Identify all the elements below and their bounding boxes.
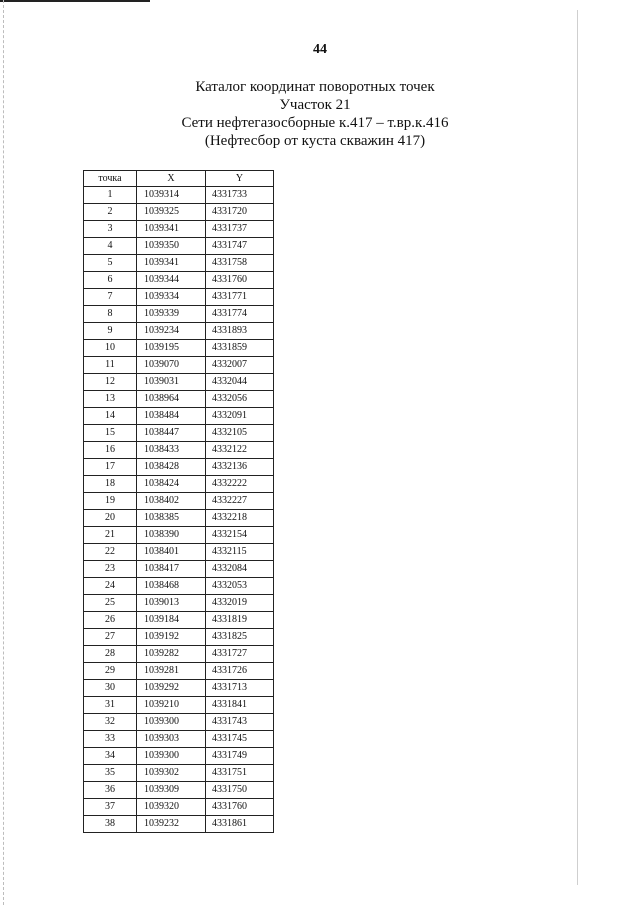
column-header-point: точка [84, 171, 137, 187]
cell-x: 1039320 [137, 799, 206, 816]
table-row [84, 663, 274, 680]
cell-y: 4332122 [206, 442, 274, 459]
cell-x: 1039013 [137, 595, 206, 612]
right-scan-edge [577, 10, 578, 885]
cell-point: 11 [84, 357, 137, 374]
top-edge-rule [0, 0, 150, 2]
cell-y: 4331760 [206, 272, 274, 289]
column-header-y: Y [206, 171, 274, 187]
cell-y: 4331825 [206, 629, 274, 646]
table-row [84, 680, 274, 697]
table-row [84, 425, 274, 442]
cell-y: 4332019 [206, 595, 274, 612]
heading-line-section: Участок 21 [279, 97, 351, 113]
table-row [84, 544, 274, 561]
cell-y: 4332044 [206, 374, 274, 391]
table-row [84, 714, 274, 731]
cell-point: 6 [84, 272, 137, 289]
table-row [84, 782, 274, 799]
cell-point: 19 [84, 493, 137, 510]
table-row [84, 493, 274, 510]
cell-y: 4331861 [206, 816, 274, 833]
cell-y: 4332115 [206, 544, 274, 561]
cell-point: 18 [84, 476, 137, 493]
table-row [84, 442, 274, 459]
cell-point: 14 [84, 408, 137, 425]
cell-point: 34 [84, 748, 137, 765]
cell-point: 13 [84, 391, 137, 408]
cell-point: 37 [84, 799, 137, 816]
table-row [84, 306, 274, 323]
cell-point: 20 [84, 510, 137, 527]
table-row [84, 323, 274, 340]
cell-y: 4331727 [206, 646, 274, 663]
cell-point: 5 [84, 255, 137, 272]
table-row [84, 408, 274, 425]
cell-point: 3 [84, 221, 137, 238]
cell-x: 1039300 [137, 714, 206, 731]
table-row [84, 357, 274, 374]
cell-x: 1039070 [137, 357, 206, 374]
cell-point: 22 [84, 544, 137, 561]
cell-y: 4331774 [206, 306, 274, 323]
cell-point: 17 [84, 459, 137, 476]
page-number: 44 [313, 42, 327, 57]
cell-y: 4331760 [206, 799, 274, 816]
heading-line-network: Сети нефтегазосборные к.417 – т.вр.к.416 [181, 115, 449, 131]
cell-x: 1039292 [137, 680, 206, 697]
cell-point: 36 [84, 782, 137, 799]
cell-x: 1039232 [137, 816, 206, 833]
cell-point: 9 [84, 323, 137, 340]
cell-point: 12 [84, 374, 137, 391]
table-row [84, 561, 274, 578]
cell-y: 4332105 [206, 425, 274, 442]
cell-point: 10 [84, 340, 137, 357]
table-row [84, 510, 274, 527]
cell-y: 4332154 [206, 527, 274, 544]
cell-y: 4332056 [206, 391, 274, 408]
cell-point: 31 [84, 697, 137, 714]
cell-y: 4331726 [206, 663, 274, 680]
cell-x: 1038402 [137, 493, 206, 510]
cell-x: 1039309 [137, 782, 206, 799]
table-row [84, 272, 274, 289]
cell-x: 1039282 [137, 646, 206, 663]
cell-y: 4331758 [206, 255, 274, 272]
table-row [84, 289, 274, 306]
cell-x: 1038428 [137, 459, 206, 476]
cell-point: 23 [84, 561, 137, 578]
cell-point: 33 [84, 731, 137, 748]
cell-x: 1039334 [137, 289, 206, 306]
cell-point: 8 [84, 306, 137, 323]
heading-line-title: Каталог координат поворотных точек [195, 79, 435, 95]
table-header-row [84, 171, 274, 187]
cell-point: 15 [84, 425, 137, 442]
cell-y: 4331743 [206, 714, 274, 731]
cell-y: 4331749 [206, 748, 274, 765]
cell-x: 1039210 [137, 697, 206, 714]
table-row [84, 459, 274, 476]
cell-y: 4332227 [206, 493, 274, 510]
cell-y: 4331720 [206, 204, 274, 221]
cell-point: 27 [84, 629, 137, 646]
cell-x: 1039350 [137, 238, 206, 255]
table-row [84, 527, 274, 544]
cell-x: 1039234 [137, 323, 206, 340]
cell-x: 1039031 [137, 374, 206, 391]
cell-y: 4331859 [206, 340, 274, 357]
cell-y: 4332091 [206, 408, 274, 425]
cell-point: 1 [84, 187, 137, 204]
table-row [84, 646, 274, 663]
table-row [84, 255, 274, 272]
cell-y: 4331750 [206, 782, 274, 799]
table-body [84, 187, 274, 833]
table-row [84, 731, 274, 748]
cell-x: 1039325 [137, 204, 206, 221]
column-header-x: X [137, 171, 206, 187]
cell-point: 28 [84, 646, 137, 663]
cell-y: 4332053 [206, 578, 274, 595]
table-row [84, 697, 274, 714]
cell-point: 4 [84, 238, 137, 255]
table-row [84, 578, 274, 595]
cell-point: 30 [84, 680, 137, 697]
cell-x: 1039344 [137, 272, 206, 289]
cell-x: 1038390 [137, 527, 206, 544]
cell-y: 4331819 [206, 612, 274, 629]
table-row [84, 476, 274, 493]
left-scan-edge [3, 0, 4, 905]
cell-x: 1039184 [137, 612, 206, 629]
cell-x: 1039303 [137, 731, 206, 748]
cell-x: 1039192 [137, 629, 206, 646]
cell-x: 1038447 [137, 425, 206, 442]
cell-x: 1039341 [137, 255, 206, 272]
cell-y: 4331737 [206, 221, 274, 238]
cell-point: 29 [84, 663, 137, 680]
catalog-heading [160, 78, 470, 150]
table-row [84, 816, 274, 833]
cell-y: 4331745 [206, 731, 274, 748]
table-row [84, 612, 274, 629]
coordinates-table [83, 170, 274, 833]
table-row [84, 187, 274, 204]
table-row [84, 799, 274, 816]
cell-x: 1038964 [137, 391, 206, 408]
cell-y: 4332222 [206, 476, 274, 493]
cell-point: 25 [84, 595, 137, 612]
cell-x: 1039341 [137, 221, 206, 238]
cell-x: 1039339 [137, 306, 206, 323]
cell-y: 4331713 [206, 680, 274, 697]
table-row [84, 748, 274, 765]
cell-x: 1038417 [137, 561, 206, 578]
cell-point: 21 [84, 527, 137, 544]
cell-x: 1038468 [137, 578, 206, 595]
table-row [84, 204, 274, 221]
table-row [84, 629, 274, 646]
table-row [84, 765, 274, 782]
cell-y: 4331771 [206, 289, 274, 306]
table-row [84, 595, 274, 612]
table-row [84, 238, 274, 255]
cell-x: 1038401 [137, 544, 206, 561]
cell-y: 4332218 [206, 510, 274, 527]
cell-point: 2 [84, 204, 137, 221]
cell-point: 24 [84, 578, 137, 595]
table-row [84, 374, 274, 391]
heading-line-note: (Нефтесбор от куста скважин 417) [204, 133, 426, 149]
cell-point: 26 [84, 612, 137, 629]
cell-y: 4332084 [206, 561, 274, 578]
cell-x: 1039314 [137, 187, 206, 204]
cell-point: 16 [84, 442, 137, 459]
cell-y: 4331841 [206, 697, 274, 714]
cell-x: 1038424 [137, 476, 206, 493]
table-row [84, 340, 274, 357]
cell-y: 4332007 [206, 357, 274, 374]
cell-point: 35 [84, 765, 137, 782]
table-row [84, 221, 274, 238]
cell-x: 1039302 [137, 765, 206, 782]
cell-point: 38 [84, 816, 137, 833]
cell-x: 1039281 [137, 663, 206, 680]
cell-point: 7 [84, 289, 137, 306]
cell-x: 1039300 [137, 748, 206, 765]
cell-x: 1038385 [137, 510, 206, 527]
cell-x: 1038484 [137, 408, 206, 425]
cell-x: 1039195 [137, 340, 206, 357]
cell-y: 4331733 [206, 187, 274, 204]
cell-x: 1038433 [137, 442, 206, 459]
cell-y: 4331893 [206, 323, 274, 340]
cell-y: 4331747 [206, 238, 274, 255]
cell-y: 4331751 [206, 765, 274, 782]
cell-point: 32 [84, 714, 137, 731]
cell-y: 4332136 [206, 459, 274, 476]
table-row [84, 391, 274, 408]
